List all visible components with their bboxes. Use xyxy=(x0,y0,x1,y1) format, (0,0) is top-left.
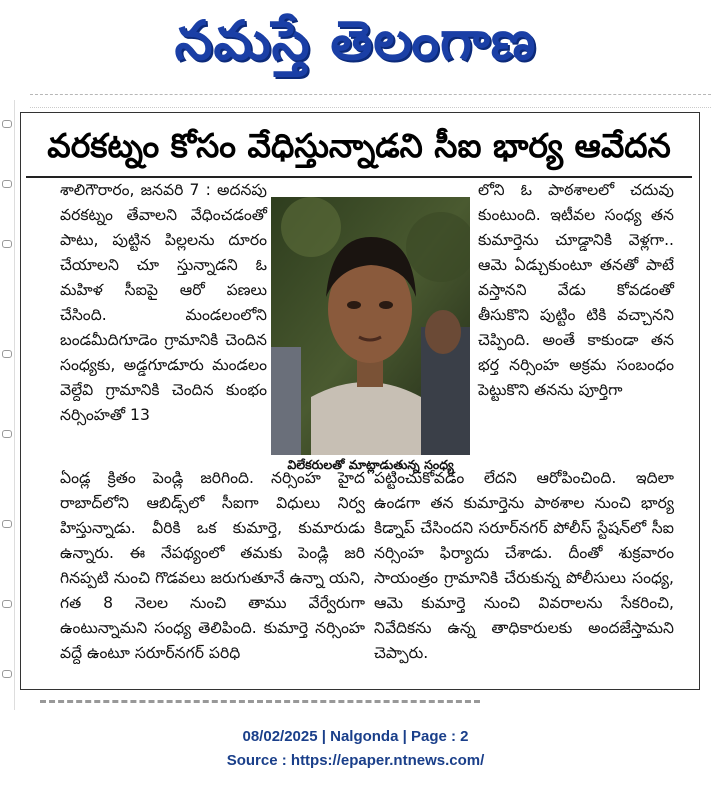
article-column-bottom-left: ఏండ్ల క్రితం పెండ్లి జరిగింది. నర్సింహ హైద రాబాద్‌లోని ఆబిడ్స్‌లో సీఐగా విధులు నిర్వ హిస్తున్నాడు. వీరికి ఒక కుమార్తె, కుమారుడు ఉన్నారు. ఈ నేపథ్యంలో తమకు పెండ్లి జరి గినప్పటి నుంచి గొడవలు జరుగుతూనే ఉన్నా యని, గత 8 నెలల నుంచి తాము వేర్వేరుగా ఉంటున్నామని సంధ్య తెలిపింది. కుమార్తె నర్సింహ వద్దే ఉంటూ సరూర్‌నగర్ పరిధి xyxy=(60,469,365,662)
cropped-text-strip xyxy=(30,94,711,108)
woman-portrait-image xyxy=(271,197,470,455)
article-column-bottom-right: పట్టించుకోవడం లేదని ఆరోపించింది. ఇదిలా ఉండగా తన కుమార్తెను పాఠశాల నుంచి భార్య కిడ్నాప్ చేసిందని సరూర్‌నగర్ పోలీస్ స్టేషన్‌లో సీఐ నర్సింహ ఫిర్యాదు చేశాడు. దీంతో శుక్రవారం సాయంత్రం గ్రామానికి చేరుకున్న పోలీసులు సంధ్య, ఆమె కుమార్తె నుంచి వివరాలను సేకరించి, నివేదికను ఉన్న తాధికారులకు అందజేస్తామని చెప్పారు. xyxy=(374,469,674,662)
article-column-left: శాలిగౌరారం, జనవరి 7 : అదనపు వరకట్నం తేవాలని వేధించడంతో పాటు, పుట్టిన పిల్లలను దూరం చేయాలని చూ స్తున్నాడని ఓ మహిళ సీఐపై ఆరో పణలు చేసింది. మండలంలోని బండమీదిగూడెం గ్రామానికి చెందిన సంధ్యకు, అడ్డగూడూరు మండలం వెల్దేవి గ్రామానికి చెందిన కుంభం నర్సింహతో 13 xyxy=(60,181,267,424)
cropped-next-headline xyxy=(40,700,480,711)
article-photo xyxy=(271,197,470,455)
footer-date-page: 08/02/2025 | Nalgonda | Page : 2 xyxy=(242,728,469,745)
left-margin-crop xyxy=(0,100,15,710)
footer-source: Source : https://epaper.ntnews.com/ xyxy=(226,752,485,769)
masthead xyxy=(0,0,711,84)
newspaper-title: నమస్తే తెలంగాణ xyxy=(174,9,537,72)
article-column-right-top: లోని ఓ పాఠశాలలో చదువు కుంటుంది. ఇటీవల సంధ్య తన కుమార్తెను చూడ్డానికి వెళ్లగా.. ఆమె ఏడ్చుకుంటూ తనతో పాటే వస్తానని వేడు కోవడంతో తీసుకొని పుట్టిం టికి వచ్చానని చెప్పింది. అంతే కాకుండా తన భర్త నర్సింహ అక్రమ సంబంధం పెట్టుకొని తనను పూర్తిగా xyxy=(478,181,674,399)
article-headline: వరకట్నం కోసం వేధిస్తున్నాడని సీఐ భార్య ఆవేదన xyxy=(47,126,671,165)
photo-caption: విలేకరులతో మాట్లాడుతున్న సంధ్య xyxy=(287,457,454,472)
